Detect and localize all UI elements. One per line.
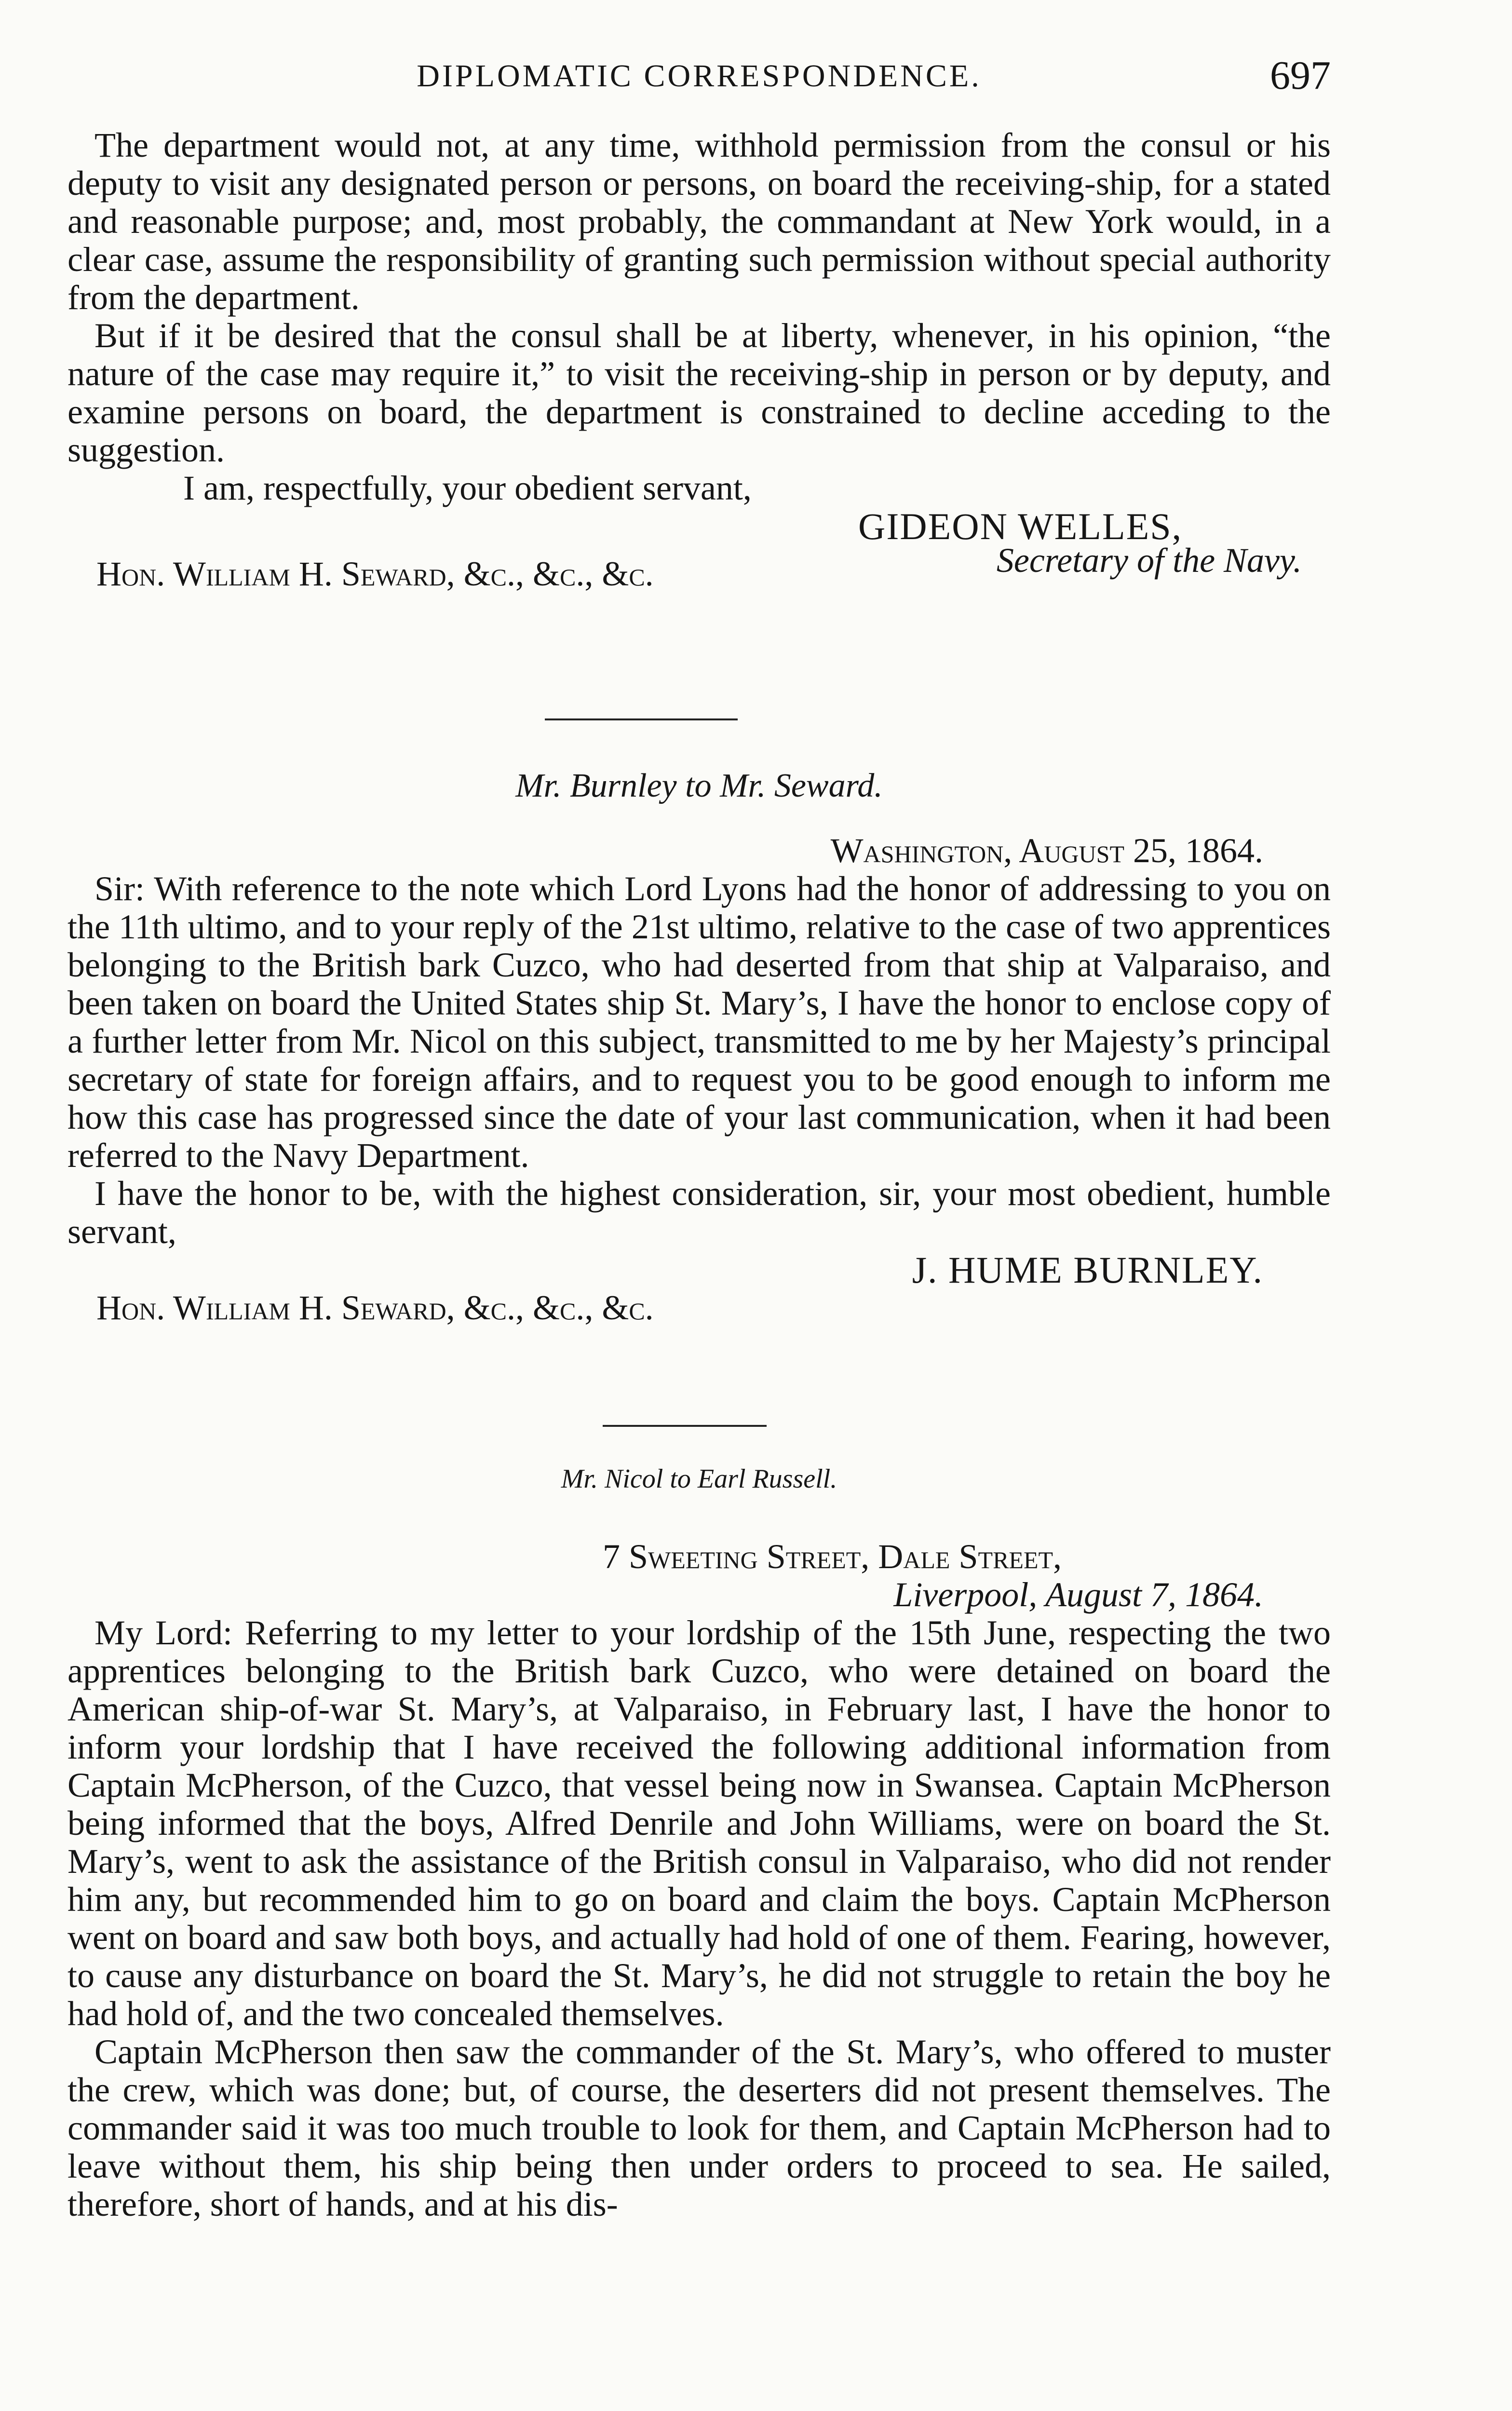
- closing-line: I am, respectfully, your obedient servant,: [183, 469, 752, 507]
- letter-continuation: [68, 126, 1331, 594]
- letter-burnley: [68, 767, 1331, 1327]
- address-line: Liverpool, August 7, 1864.: [893, 1575, 1263, 1614]
- signature-title: Secretary of the Navy.: [996, 541, 1302, 580]
- dateline: Washington, August 25, 1864.: [830, 831, 1263, 870]
- page-header: [68, 53, 1331, 106]
- letter-title: Mr. Burnley to Mr. Seward.: [515, 767, 883, 804]
- running-head: DIPLOMATIC CORRESPONDENCE.: [417, 58, 982, 94]
- signature-block: [68, 541, 1331, 594]
- page-number: 697: [1270, 53, 1331, 98]
- letter-title: Mr. Nicol to Earl Russell.: [561, 1464, 837, 1494]
- paragraph: Captain McPherson then saw the commander of the St. Mary’s, who offered to muster the crew, which was done; but, of course, the deserters did not present themselves. The commander said it was too much trouble to look for them, and Captain McPherson had to leave without them, his ship being then under orders to proceed to sea. He sailed, therefore, short of hands, and at his dis-: [68, 2032, 1331, 2223]
- addressee: Hon. William H. Seward, &c., &c., &c.: [96, 555, 654, 593]
- divider: [603, 1425, 767, 1427]
- address-line: 7 Sweeting Street, Dale Street,: [603, 1537, 1062, 1576]
- paragraph: But if it be desired that the consul shall be at liberty, whenever, in his opinion, “the nature of the case may require it,” to visit the receiving-ship in person or by deputy, and examine persons on board, the department is constrained to decline acceding to the suggestion.: [68, 316, 1331, 469]
- paragraph: Sir: With reference to the note which Lord Lyons had the honor of addressing to you on the 11th ultimo, and to your reply of the 21st ultimo, relative to the case of two apprentices belonging to the British bark Cuzco, who had deserted from that ship at Valparaiso, and been taken on board the United States ship St. Mary’s, I have the honor to enclose copy of a further letter from Mr. Nicol on this subject, transmitted to me by her Majesty’s principal secretary of state for foreign affairs, and to request you to be good enough to inform me how this case has progressed since the date of your last communication, when it had been referred to the Navy Department.: [68, 869, 1331, 1175]
- paragraph: I have the honor to be, with the highest consideration, sir, your most obedient, humble servant,: [68, 1174, 1331, 1251]
- divider: [545, 718, 738, 720]
- paragraph: My Lord: Referring to my letter to your lordship of the 15th June, respecting the two apprentices belonging to the British bark Cuzco, who were detained on board the American ship-of-war St. Mary’s, at Valparaiso, in February last, I have the honor to inform your lordship that I have received the following additional information from Captain McPherson, of the Cuzco, that vessel being now in Swansea. Captain McPherson being informed that the boys, Alfred Denrile and John Williams, were on board the St. Mary’s, went to ask the assistance of the British consul in Valparaiso, who did not render him any, but recommended him to go on board and claim the boys. Captain McPherson went on board and saw both boys, and actually had hold of one of them. Fearing, however, to cause any disturbance on board the St. Mary’s, he did not struggle to retain the boy he had hold of, and the two concealed themselves.: [68, 1613, 1331, 2033]
- paragraph: The department would not, at any time, withhold permission from the consul or his deputy to visit any designated person or persons, on board the receiving-ship, for a stated and reasonable purpose; and, most probably, the commandant at New York would, in a clear case, assume the responsibility of granting such permission without special authority from the department.: [68, 126, 1331, 317]
- signature: J. HUME BURNLEY.: [912, 1249, 1263, 1291]
- letter-nicol: [68, 1463, 1331, 2223]
- signature: GIDEON WELLES,: [858, 505, 1183, 547]
- addressee: Hon. William H. Seward, &c., &c., &c.: [96, 1288, 654, 1327]
